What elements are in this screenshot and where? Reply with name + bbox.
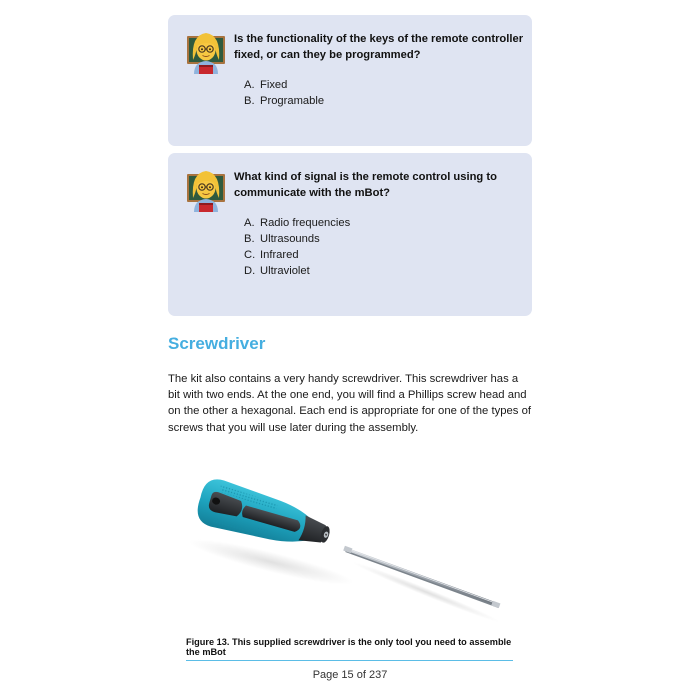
page-number: Page 15 of 237 (312, 669, 388, 681)
option-letter: D. (244, 265, 256, 277)
section-heading: Screwdriver (168, 334, 266, 353)
quiz-options (244, 215, 350, 279)
option-text: Fixed (260, 79, 288, 91)
option-text: Programable (260, 95, 325, 107)
quiz-option (244, 215, 350, 231)
quiz-question: What kind of signal is the remote control using to communicate with the mBot? (234, 171, 497, 199)
quiz-options (244, 77, 324, 109)
quiz-box (168, 15, 532, 146)
option-letter: C. (244, 249, 256, 261)
quiz-option (244, 93, 324, 109)
teacher-emoji-icon (186, 30, 226, 74)
quiz-option (244, 77, 324, 93)
option-text: Infrared (260, 249, 299, 261)
option-text: Ultraviolet (260, 265, 310, 277)
body-paragraph: The kit also contains a very handy screwdriver. This screwdriver has a bit with two ends. At the one end, you will find a Phillips screw head and on the other a hexagonal. Each end is appropriate for one of the types of screws that you will use later during the assembly. (168, 373, 532, 434)
screwdriver-photo (186, 470, 516, 630)
quiz-option (244, 247, 350, 263)
quiz-option (244, 231, 350, 247)
option-letter: A. (244, 217, 255, 229)
teacher-emoji-icon (186, 168, 226, 212)
option-letter: A. (244, 79, 255, 91)
figure-caption: Figure 13. This supplied screwdriver is the only tool you need to assemble the mBot (186, 637, 513, 661)
quiz-question: Is the functionality of the keys of the remote controller fixed, or can they be programmed? (234, 33, 524, 61)
option-text: Radio frequencies (260, 217, 351, 229)
option-text: Ultrasounds (260, 233, 320, 245)
quiz-box (168, 153, 532, 316)
quiz-option (244, 263, 350, 279)
option-letter: B. (244, 233, 255, 245)
option-letter: B. (244, 95, 255, 107)
